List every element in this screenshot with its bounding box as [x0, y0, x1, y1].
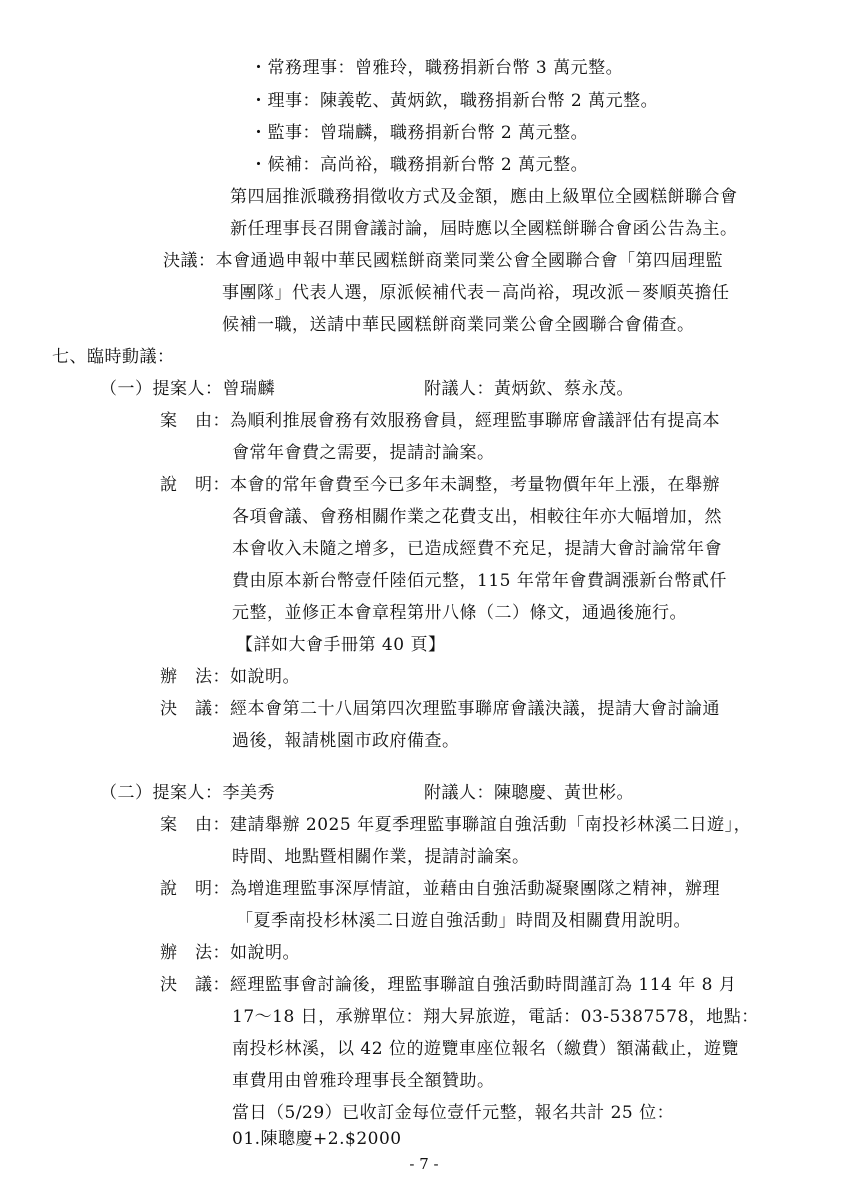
motion2-decision: 車費用由曾雅玲理事長全額贊助。: [232, 1071, 495, 1091]
bullet-item: ・理事：陳義乾、黃炳欽，職務捐新台幣 2 萬元整。: [250, 91, 659, 111]
motion1-explain: 說 明：本會的常年會費至今已多年未調整，考量物價年年上漲，在舉辦: [160, 475, 720, 495]
motion1-explain: 費由原本新台幣壹仟陸佰元整，115 年常年會費調漲新台幣貳仟: [232, 571, 727, 591]
motion2-decision: 南投杉林溪，以 42 位的遊覽車座位報名（繳費）額滿截止，遊覽: [232, 1039, 739, 1059]
motion1-explain: 【詳如大會手冊第 40 頁】: [236, 635, 446, 655]
section-title: 七、臨時動議：: [52, 347, 175, 367]
note-line: 新任理事長召開會議討論，屆時應以全國糕餅聯合會函公告為主。: [230, 219, 738, 239]
motion1-decision: 決 議：經本會第二十八屆第四次理監事聯席會議決議，提請大會討論通: [160, 699, 720, 719]
motion1-explain: 各項會議、會務相關作業之花費支出，相較往年亦大幅增加，然: [232, 507, 722, 527]
motion1-proposer: （一）提案人：曾瑞麟: [100, 379, 275, 399]
motion2-case: 時間、地點暨相關作業，提請討論案。: [232, 847, 530, 867]
motion1-explain: 元整，並修正本會章程第卅八條（二）條文，通過後施行。: [232, 603, 687, 623]
motion1-seconder: 附議人：黃炳欽、蔡永茂。: [424, 379, 634, 399]
motion2-decision: 決 議：經理監事會討論後，理監事聯誼自強活動時間謹訂為 114 年 8 月: [160, 975, 737, 995]
motion2-decision: 01.陳聰慶+2.$2000: [232, 1129, 402, 1149]
motion2-explain: 說 明：為增進理監事深厚情誼，並藉由自強活動凝聚團隊之精神，辦理: [160, 879, 720, 899]
motion1-decision: 過後，報請桃園市政府備查。: [232, 731, 460, 751]
motion2-method: 辦 法：如說明。: [160, 943, 300, 963]
resolution-line: 決議：本會通過申報中華民國糕餅商業同業公會全國聯合會「第四屆理監: [163, 251, 723, 271]
motion2-case: 案 由：建請舉辦 2025 年夏季理監事聯誼自強活動「南投衫林溪二日遊」，: [160, 815, 752, 835]
motion2-decision: 當日（5/29）已收訂金每位壹仟元整，報名共計 25 位：: [232, 1103, 675, 1123]
page-number: - 7 -: [409, 1155, 439, 1173]
motion1-case: 案 由：為順利推展會務有效服務會員，經理監事聯席會議評估有提高本: [160, 411, 720, 431]
motion2-decision: 17～18 日，承辦單位：翔大昇旅遊，電話：03-5387578，地點：: [232, 1007, 759, 1027]
resolution-line: 事團隊」代表人選，原派候補代表－高尚裕，現改派－麥順英擔任: [222, 283, 730, 303]
motion1-method: 辦 法：如說明。: [160, 667, 300, 687]
bullet-item: ・監事：曾瑞麟，職務捐新台幣 2 萬元整。: [250, 123, 589, 143]
bullet-item: ・候補：高尚裕，職務捐新台幣 2 萬元整。: [250, 155, 589, 175]
motion1-explain: 本會收入未隨之增多，已造成經費不充足，提請大會討論常年會: [232, 539, 722, 559]
bullet-item: ・常務理事：曾雅玲，職務捐新台幣 3 萬元整。: [250, 58, 624, 78]
motion1-case: 會常年會費之需要，提請討論案。: [232, 443, 495, 463]
resolution-line: 候補一職，送請中華民國糕餅商業同業公會全國聯合會備查。: [222, 315, 695, 335]
motion2-seconder: 附議人：陳聰慶、黃世彬。: [424, 783, 634, 803]
note-line: 第四屆推派職務捐徵收方式及金額，應由上級單位全國糕餅聯合會: [230, 187, 738, 207]
motion2-explain: 「夏季南投杉林溪二日遊自強活動」時間及相關費用說明。: [236, 911, 691, 931]
motion2-proposer: （二）提案人：李美秀: [100, 783, 275, 803]
